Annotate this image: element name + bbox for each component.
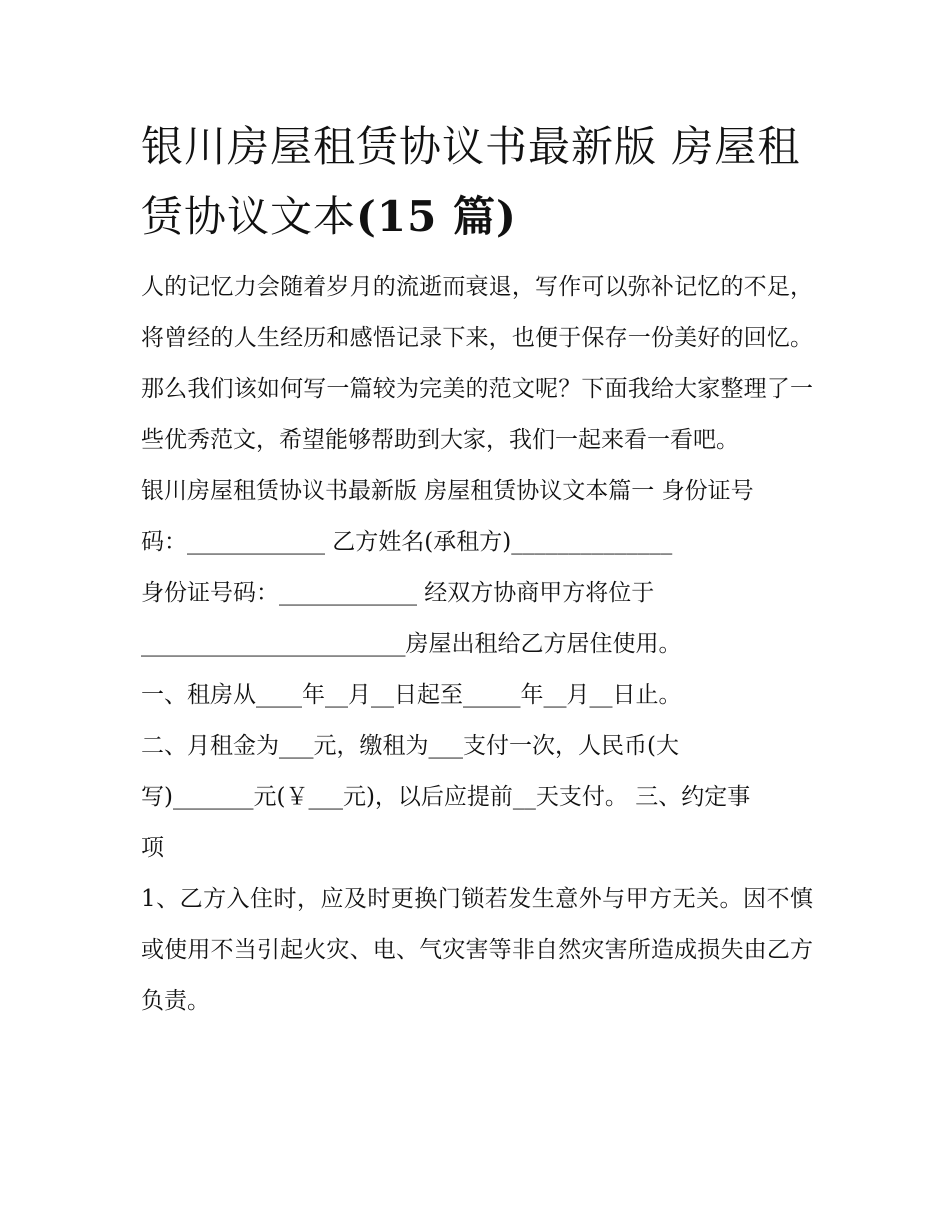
body-line: 二、月租金为___元，缴租为___支付一次，人民币(大 [141,733,679,759]
intro-paragraph: 人的记忆力会随着岁月的流逝而衰退，写作可以弥补记忆的不足，将曾经的人生经历和感悟记录下来，也便于保存一份美好的回忆。那么我们该如何写一篇较为完美的范文呢？下面我给大家整理了一些优秀范文，希望能够帮助到大家，我们一起来看一看吧。 [141,274,813,453]
body-line: _______________________房屋出租给乙方居住使用。 [141,631,682,657]
body-line: 写)_______元(￥___元)，以后应提前__天支付。 三、约定事 [141,784,751,810]
clause-1-paragraph: 1、乙方入住时，应及时更换门锁若发生意外与甲方无关。因不慎或使用不当引起火灾、电、气灾害等非自然灾害所造成损失由乙方负责。 [141,886,813,1014]
body-line: 项 [141,835,164,861]
document-page [141,112,813,1027]
title-main: 银川房屋租赁协议书最新版 房屋租赁协议文本 [141,122,801,241]
body-line: 身份证号码：____________ 经双方协商甲方将位于 [141,580,655,606]
document-title [141,112,813,252]
body-line: 码：____________ 乙方姓名(承租方)______________ [141,529,673,555]
body-line: 银川房屋租赁协议书最新版 房屋租赁协议文本篇一 身份证号 [141,478,754,504]
body-line: 一、租房从____年__月__日起至_____年__月__日止。 [141,682,682,708]
title-suffix: (15 篇) [356,192,517,241]
